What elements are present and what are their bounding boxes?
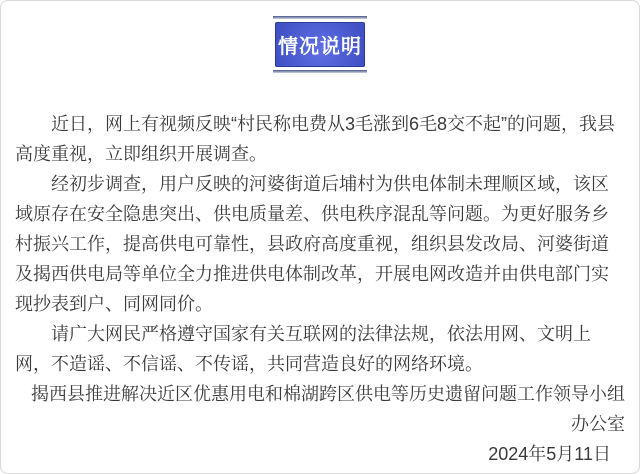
statement-paragraph-1: 近日，网上有视频反映“村民称电费从3毛涨到6毛8交不起”的问题，我县高度重视，立即组织开展调查。 [15, 114, 616, 164]
statement-paragraph-3: 请广大网民严格遵守国家有关互联网的法律法规，依法用网、文明上网，不造谣、不信谣、不传谣，共同营造良好的网络环境。 [15, 324, 591, 374]
header-rule-top [273, 16, 367, 19]
statement-paragraph-2: 经初步调查，用户反映的河婆街道后埔村为供电体制未理顺区域，该区域原存在安全隐患突出、供电质量差、供电秩序混乱等问题。为更好服务乡村振兴工作，提高供电可靠性，县政府高度重视，组织县发改局、河婆街道及揭西供电局等单位全力推进供电体制改革，开展电网改造并由供电部门实现抄表到户、同网同价。 [15, 174, 609, 314]
statement-body [1, 109, 639, 469]
statement-header [1, 16, 639, 73]
statement-title-badge: 情况说明 [275, 22, 365, 67]
statement-date: 2024年5月11日 [488, 444, 611, 464]
header-rule-bottom [273, 70, 367, 73]
signature-line: 揭西县推进解决近区优惠用电和棉湖跨区供电等历史遗留问题工作领导小组办公室 [31, 384, 625, 434]
